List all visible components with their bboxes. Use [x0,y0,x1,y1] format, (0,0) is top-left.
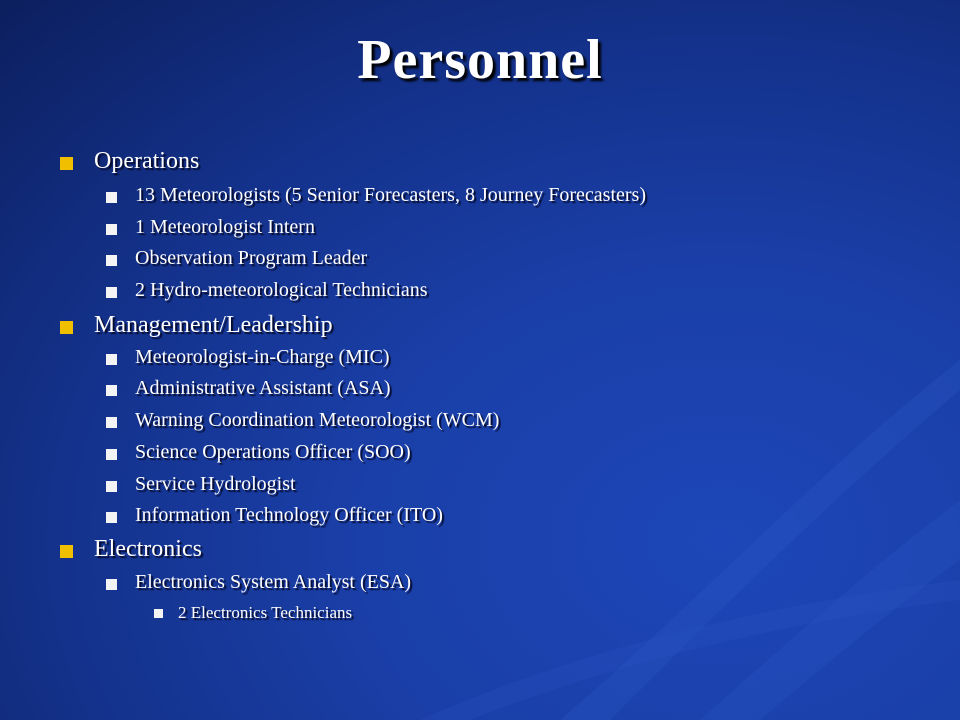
bullet-square-icon [106,224,117,235]
bullet-square-icon [60,321,73,334]
list-item-label: 13 Meteorologists (5 Senior Forecasters, 8 Journey Forecasters) [135,184,646,206]
list-item-label: Science Operations Officer (SOO) [135,441,411,463]
bullet-square-icon [106,255,117,266]
list-item-label: 2 Electronics Technicians [178,603,353,622]
bullet-square-icon [106,481,117,492]
bullet-square-icon [106,449,117,460]
list-item [135,216,315,239]
list-item [135,473,296,496]
list-item [135,279,428,302]
slide-title: Personnel [357,29,603,91]
section-heading-label: Operations [94,148,200,174]
bullet-square-icon [106,385,117,396]
bullet-square-icon [60,545,73,558]
bullet-square-icon [154,609,163,618]
section-heading-operations [94,148,199,175]
list-item [135,409,499,432]
bullet-square-icon [60,157,73,170]
list-item [135,504,443,527]
list-item [135,571,411,594]
bullet-square-icon [106,354,117,365]
bullet-square-icon [106,579,117,590]
list-item [135,346,390,369]
list-item-label: Administrative Assistant (ASA) [135,377,391,399]
list-item-label: Meteorologist-in-Charge (MIC) [135,346,390,368]
bullet-square-icon [106,192,117,203]
list-item-label: Observation Program Leader [135,247,368,269]
section-heading-label: Electronics [94,536,202,562]
list-item [135,441,411,464]
list-item-label: Warning Coordination Meteorologist (WCM) [135,409,500,431]
list-item [135,184,646,207]
list-item [135,377,391,400]
bullet-square-icon [106,287,117,298]
section-heading-management [94,312,333,339]
bullet-square-icon [106,512,117,523]
section-heading-electronics [94,536,202,563]
list-item-label: Service Hydrologist [135,473,296,495]
sub-list-item [178,603,352,623]
bullet-square-icon [106,417,117,428]
section-heading-label: Management/Leadership [94,312,333,338]
list-item-label: Information Technology Officer (ITO) [135,504,443,526]
list-item [135,247,367,270]
list-item-label: 1 Meteorologist Intern [135,216,315,238]
list-item-label: 2 Hydro-meteorological Technicians [135,279,428,301]
list-item-label: Electronics System Analyst (ESA) [135,571,412,593]
